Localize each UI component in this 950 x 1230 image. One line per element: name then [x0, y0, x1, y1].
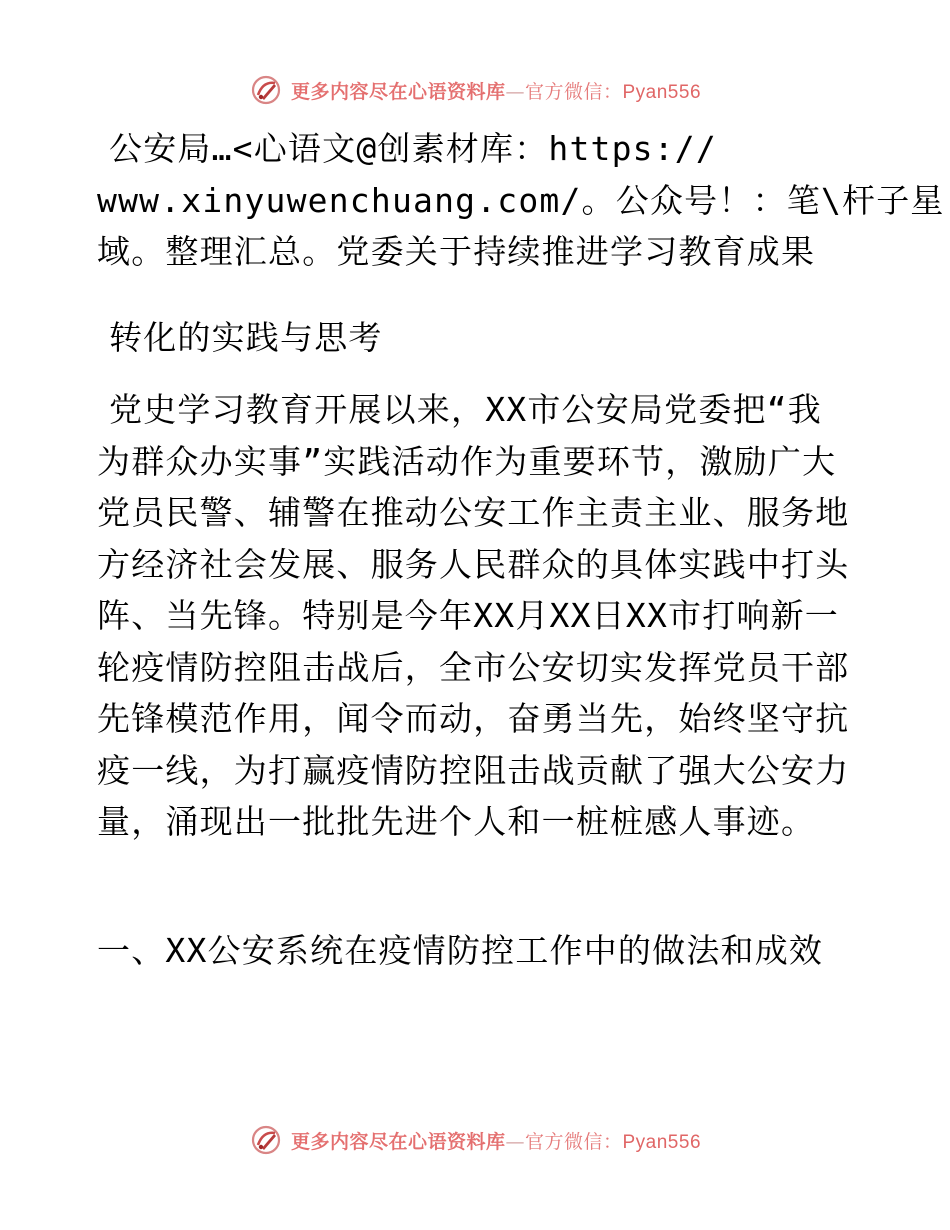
- paragraph-line: 轮疫情防控阻击战后，全市公安切实发挥党员干部: [97, 647, 850, 687]
- paragraph-line: 为群众办实事”实践活动作为重要环节，激励广大: [97, 441, 837, 481]
- pen-swirl-logo-icon: [249, 73, 283, 107]
- body-paragraph: [97, 384, 857, 848]
- footer-watermark: [0, 1120, 950, 1160]
- watermark-brand: 更多内容尽在心语资料库: [290, 80, 506, 103]
- paragraph-line: 疫一线，为打赢疫情防控阻击战贡献了强大公安力: [97, 750, 850, 790]
- watermark-separator: —: [505, 80, 525, 103]
- paragraph-line: 党员民警、辅警在推动公安工作主责主业、服务地: [97, 493, 850, 532]
- header-watermark: [0, 70, 950, 110]
- watermark-label: 官方微信：: [524, 80, 623, 103]
- intro-line: 域。整理汇总。党委关于持续推进学习教育成果: [97, 232, 816, 271]
- paragraph-line: 先锋模范作用，闻令而动，奋勇当先，始终坚守抗: [97, 699, 850, 738]
- intro-line: 公安局…<心语文@创素材库：https://: [109, 129, 717, 168]
- document-title: [97, 312, 857, 364]
- title-line: 转化的实践与思考: [109, 318, 383, 357]
- watermark-separator: —: [505, 1130, 525, 1153]
- header-watermark-text: [291, 77, 701, 104]
- paragraph-line: 量，涌现出一批批先进个人和一桩桩感人事迹。: [97, 802, 816, 841]
- watermark-label: 官方微信：: [524, 1130, 623, 1153]
- section-heading: [97, 925, 857, 977]
- section-heading-line: 一、XX公安系统在疫情防控工作中的做法和成效: [97, 931, 824, 970]
- intro-line: www.xinyuwenchuang.com/。公众号！：笔\杆子星: [97, 180, 945, 220]
- paragraph-line: 阵、当先锋。特别是今年XX月XX日XX市打响新一: [97, 596, 840, 635]
- watermark-handle: Pyan556: [622, 1131, 702, 1153]
- pen-swirl-logo-icon: [249, 1123, 283, 1157]
- paragraph-line: 党史学习教育开展以来，XX市公安局党委把“我: [109, 390, 823, 429]
- footer-watermark-text: [291, 1127, 701, 1154]
- paragraph-line: 方经济社会发展、服务人民群众的具体实践中打头: [97, 544, 850, 584]
- watermark-brand: 更多内容尽在心语资料库: [290, 1130, 506, 1153]
- watermark-handle: Pyan556: [622, 81, 702, 103]
- intro-block: [97, 123, 945, 278]
